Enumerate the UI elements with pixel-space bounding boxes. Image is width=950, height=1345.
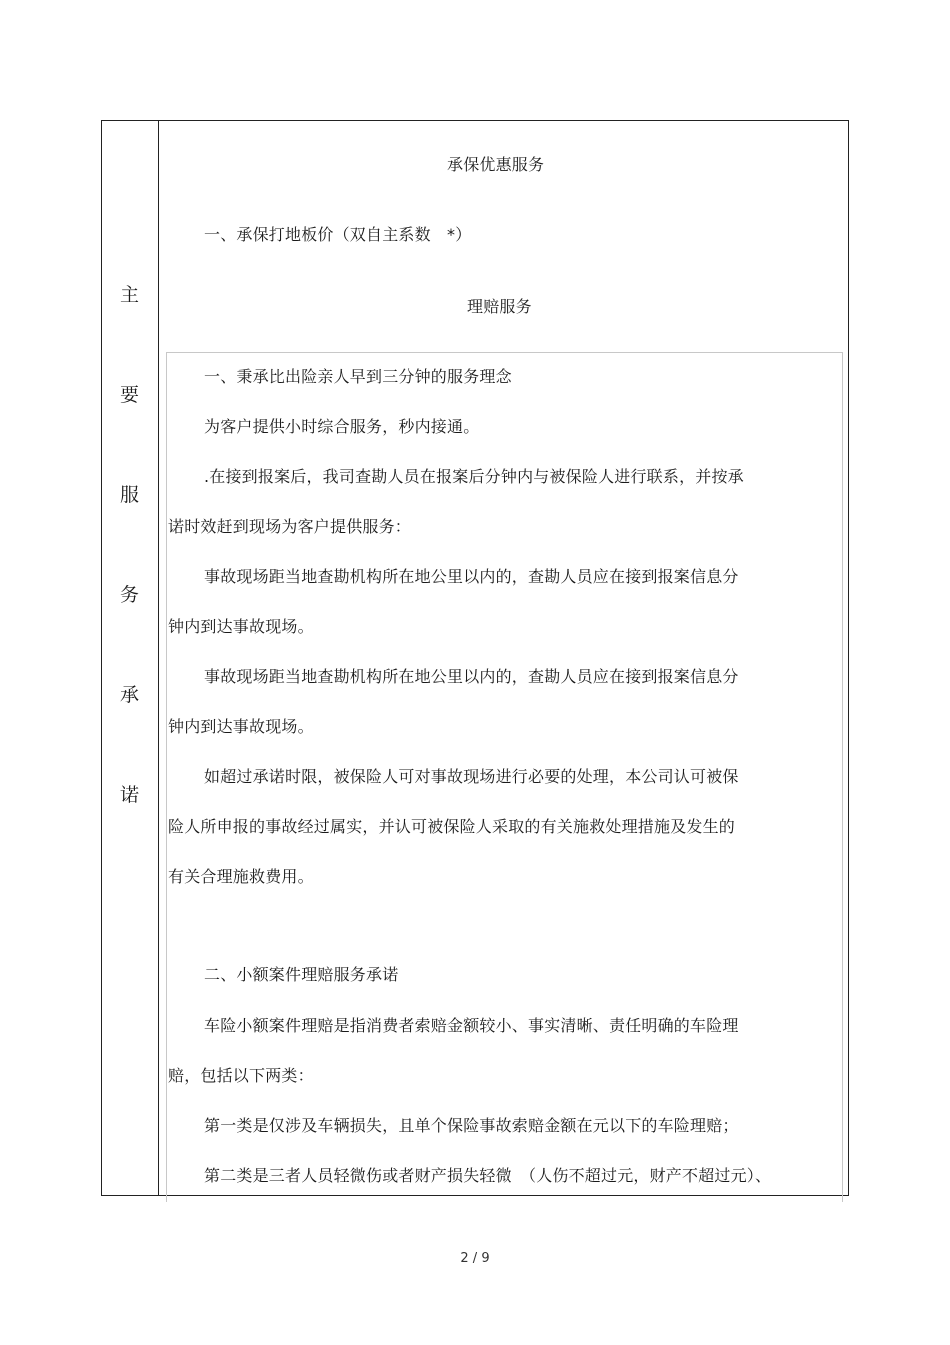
content-line: 险人所申报的事故经过属实，并认可被保险人采取的有关施救处理措施及发生的 — [168, 817, 736, 836]
content-line: 第二类是三者人员轻微伤或者财产损失轻微 （人伤不超过元，财产不超过元）、 — [204, 1166, 772, 1185]
content-line: 第一类是仅涉及车辆损失，且单个保险事故索赔金额在元以下的车险理赔； — [204, 1116, 739, 1135]
page-number: 2 / 9 — [460, 1251, 490, 1266]
underwriting-section-title: 承保优惠服务 — [447, 155, 545, 174]
side-label-char: 主 — [119, 284, 139, 306]
content-line: 事故现场距当地查勘机构所在地公里以内的，查勘人员应在接到报案信息分 — [204, 567, 739, 586]
side-label-char: 服 — [119, 484, 139, 506]
content-line: .在接到报案后，我司查勘人员在报案后分钟内与被保险人进行联系，并按承 — [204, 467, 744, 486]
claims-section-title: 理赔服务 — [467, 297, 532, 316]
side-label-char: 诺 — [119, 784, 139, 806]
content-line: 如超过承诺时限，被保险人可对事故现场进行必要的处理，本公司认可被保 — [204, 767, 739, 786]
content-line: 赔，包括以下两类： — [168, 1066, 314, 1085]
content-line: 钟内到达事故现场。 — [168, 717, 314, 736]
underwriting-item: 一、承保打地板价（双自主系数 *） — [204, 225, 472, 244]
content-line: 诺时效赶到现场为客户提供服务： — [168, 517, 412, 536]
content-line: 车险小额案件理赔是指消费者索赔金额较小、事实清晰、责任明确的车险理 — [204, 1016, 739, 1035]
side-label-char: 承 — [119, 684, 139, 706]
content-line: 二、小额案件理赔服务承诺 — [204, 965, 399, 984]
content-line: 钟内到达事故现场。 — [168, 617, 314, 636]
content-line: 事故现场距当地查勘机构所在地公里以内的，查勘人员应在接到报案信息分 — [204, 667, 739, 686]
side-label-char: 务 — [119, 584, 139, 606]
content-line: 为客户提供小时综合服务，秒内接通。 — [204, 417, 480, 436]
side-label-column — [102, 121, 159, 1195]
side-label-char: 要 — [119, 384, 139, 406]
content-line: 有关合理施救费用。 — [168, 867, 314, 886]
content-line: 一、秉承比出险亲人早到三分钟的服务理念 — [204, 367, 512, 386]
